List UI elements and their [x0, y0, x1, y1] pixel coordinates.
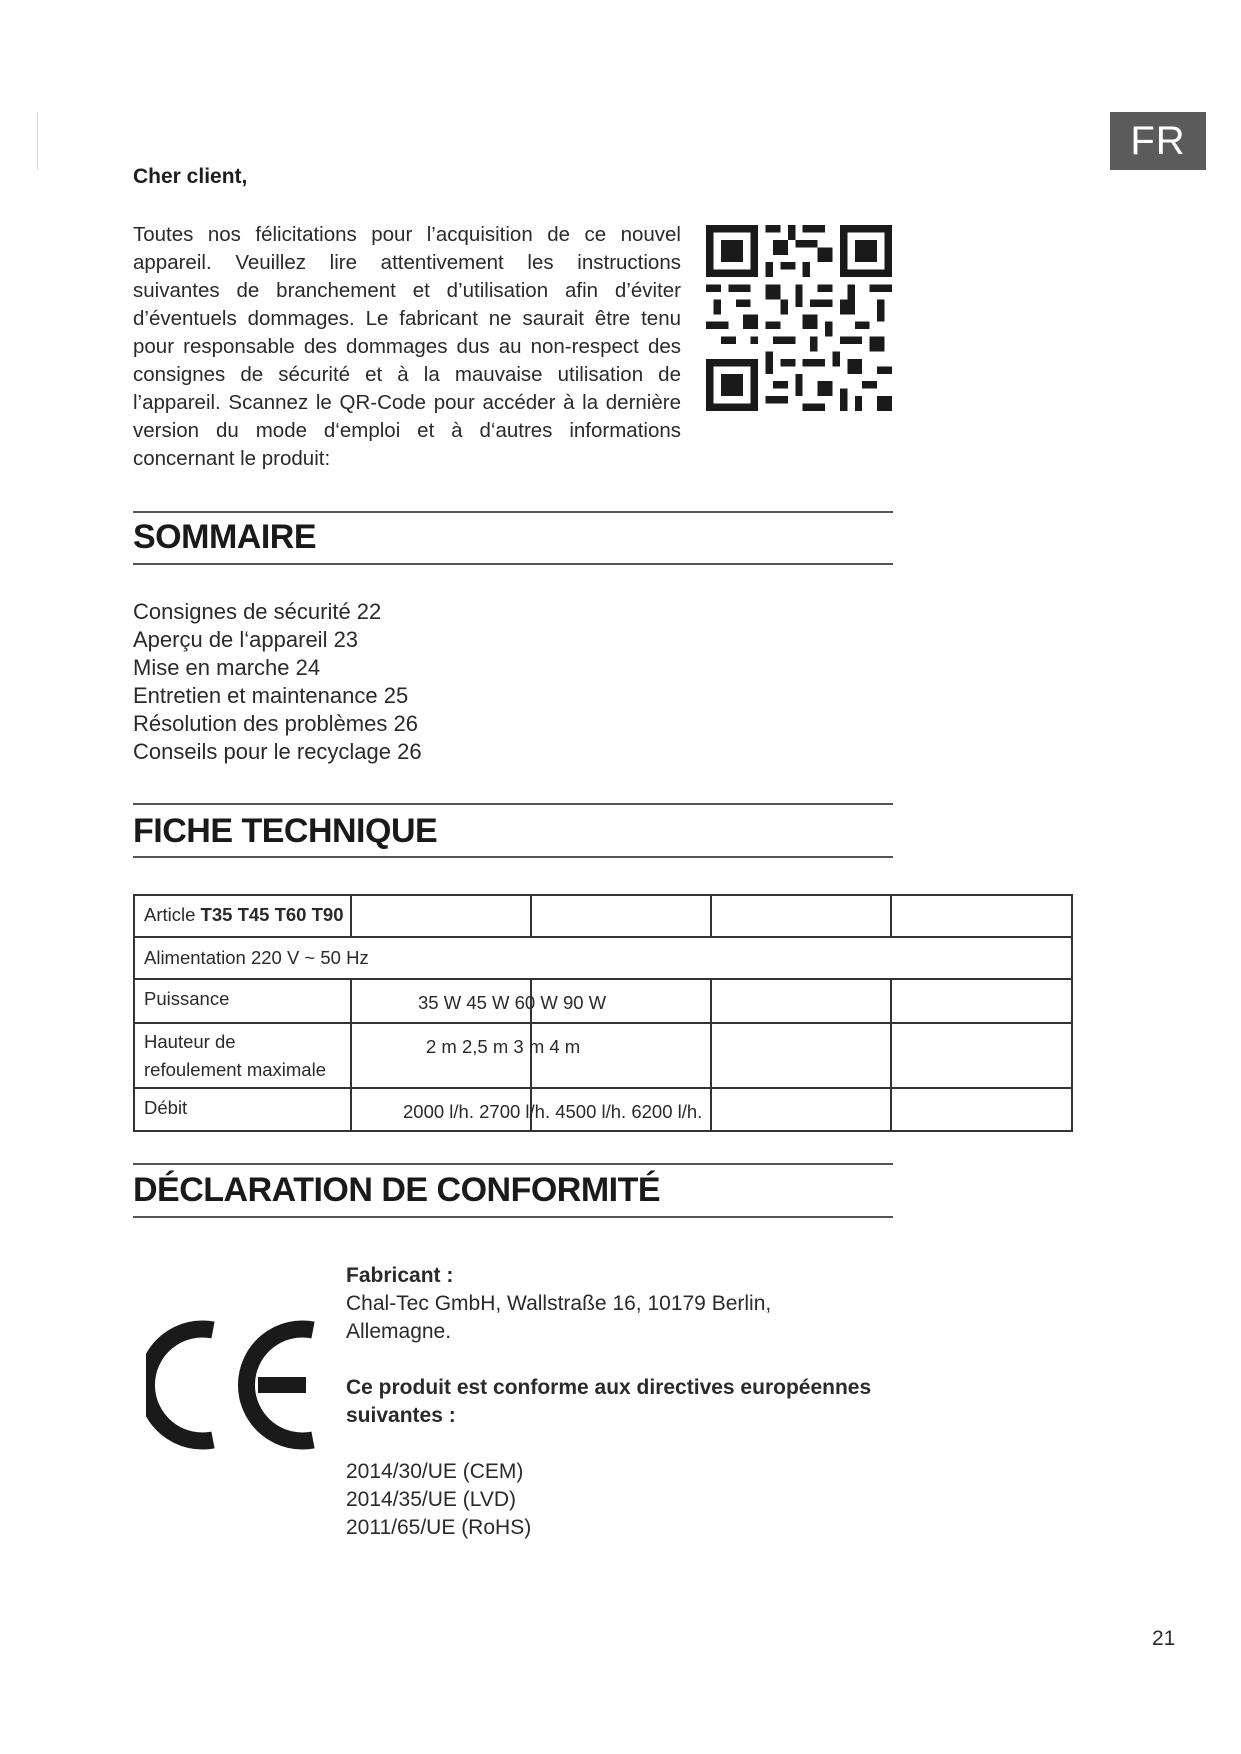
toc-item[interactable]: Conseils pour le recyclage 26 [133, 739, 422, 764]
toc-item[interactable]: Entretien et maintenance 25 [133, 683, 409, 708]
directive-item: 2014/35/UE (LVD) [346, 1488, 517, 1511]
toc-item[interactable]: Consignes de sécurité 22 [133, 599, 382, 624]
directive-item: 2014/30/UE (CEM) [346, 1460, 524, 1483]
page-number: 21 [1152, 1627, 1176, 1650]
conformity-bottom-rule [133, 1216, 893, 1218]
ce-mark-icon [146, 1318, 318, 1452]
conformity-title: DÉCLARATION DE CONFORMITÉ [133, 1171, 661, 1209]
conformity-top-rule [133, 1163, 893, 1165]
power-label: Puissance [144, 988, 230, 1009]
summary-title: SOMMAIRE [133, 518, 316, 556]
tech-sheet-bottom-rule [133, 856, 893, 858]
qr-code-icon[interactable] [706, 225, 892, 411]
summary-top-rule [133, 511, 893, 513]
directive-item: 2011/65/UE (RoHS) [346, 1516, 532, 1539]
spec-table [133, 894, 1073, 1132]
toc-item[interactable]: Résolution des problèmes 26 [133, 711, 418, 736]
tech-sheet-top-rule [133, 803, 893, 805]
toc-item[interactable]: Aperçu de l‘appareil 23 [133, 627, 359, 652]
head-label-line2: refoulement maximale [144, 1059, 326, 1080]
tech-sheet-title: FICHE TECHNIQUE [133, 812, 438, 850]
flow-label: Débit [144, 1097, 188, 1118]
flow-values: 2000 l/h. 2700 l/h. 4500 l/h. 6200 l/h. [403, 1101, 703, 1122]
margin-tick [37, 112, 38, 170]
directives-intro-line2: suivantes : [346, 1404, 456, 1427]
article-row [144, 904, 343, 926]
manufacturer-address-line2: Allemagne. [346, 1320, 452, 1343]
manufacturer-address-line1: Chal-Tec GmbH, Wallstraße 16, 10179 Berlin, [346, 1292, 772, 1315]
directives-intro-line1: Ce produit est conforme aux directives européennes [346, 1376, 872, 1399]
power-values: 35 W 45 W 60 W 90 W [418, 992, 607, 1013]
head-values: 2 m 2,5 m 3 m 4 m [426, 1036, 581, 1057]
summary-bottom-rule [133, 563, 893, 565]
head-label-line1: Hauteur de [144, 1031, 236, 1052]
power-supply: Alimentation 220 V ~ 50 Hz [144, 947, 369, 968]
article-models: T35 T45 T60 T90 [200, 904, 344, 925]
manufacturer-label: Fabricant : [346, 1264, 454, 1287]
language-badge: FR [1110, 112, 1206, 170]
table-of-contents [133, 598, 422, 766]
greeting: Cher client, [133, 165, 248, 188]
article-label: Article [144, 904, 201, 925]
toc-item[interactable]: Mise en marche 24 [133, 655, 321, 680]
intro-paragraph: Toutes nos félicitations pour l’acquisition de ce nouvel appareil. Veuillez lire attentivement les instructions suivantes de branchement et d’utilisation afin d’éviter d’éventuels dommages. Le fabricant ne saurait être tenu pour responsable des dommages dus au non-respect des consignes de sécurité et à la mauvaise utilisation de l’appareil. Scannez le QR-Code pour accéder à la dernière version du mode d‘emploi et à d‘autres informations concernant le produit: [133, 223, 681, 470]
